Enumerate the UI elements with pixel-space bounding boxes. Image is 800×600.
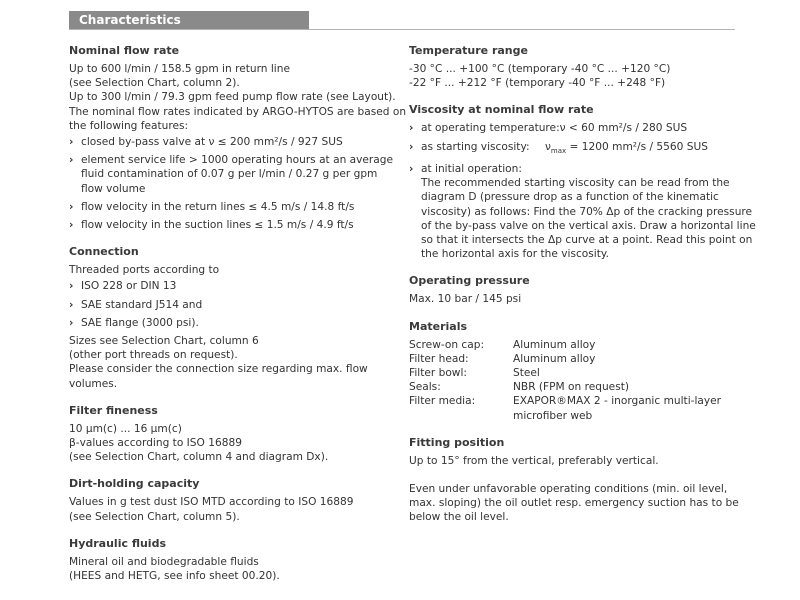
nominal-flow-line: Up to 600 l/min / 158.5 gpm in return line xyxy=(69,63,290,75)
bullet-text: closed by-pass valve at ν ≤ 200 mm²/s / 927 SUS xyxy=(81,136,343,149)
connection-line: Sizes see Selection Chart, column 6 xyxy=(69,335,259,348)
fitting-line: Up to 15° from the vertical, preferably vertical. xyxy=(409,454,659,467)
bullet-item xyxy=(69,316,399,330)
viscosity-initial-line: the horizontal axis for the viscosity. xyxy=(421,248,610,261)
materials-key: Filter media: xyxy=(409,395,476,408)
nominal-flow-line: the following features: xyxy=(69,119,189,132)
temperature-line: -22 °F ... +212 °F (temporary -40 °F ... +248 °F) xyxy=(409,77,666,90)
bullet-item xyxy=(69,153,399,196)
bullet-text: SAE standard J514 and xyxy=(81,298,203,311)
materials-value: Aluminum alloy xyxy=(513,352,596,365)
bullet-arrow-icon: › xyxy=(69,154,74,167)
connection-bullets xyxy=(69,279,399,330)
materials-value: Aluminum alloy xyxy=(513,338,596,351)
bullet-text: flow velocity in the return lines ≤ 4.5 m/s / 14.8 ft/s xyxy=(81,200,355,213)
materials-key: Filter head: xyxy=(409,352,469,365)
bullet-text: flow volume xyxy=(81,182,146,195)
left-column xyxy=(69,44,407,596)
nominal-flow-line: The nominal flow rates indicated by ARGO-HYTOS are based on xyxy=(69,105,407,118)
bullet-arrow-icon: › xyxy=(409,122,414,135)
viscosity-starting-value: = 1200 mm²/s / 5560 SUS xyxy=(566,140,708,153)
materials-row xyxy=(409,366,739,380)
materials-key: Filter bowl: xyxy=(409,366,467,379)
bullet-item xyxy=(69,135,399,149)
fitting-note-line: below the oil level. xyxy=(409,511,509,524)
fitting-title: Fitting position xyxy=(409,435,505,449)
connection-line: Please consider the connection size regarding max. flow xyxy=(69,363,368,376)
viscosity-title: Viscosity at nominal flow rate xyxy=(409,103,594,117)
fitting-note-line: max. sloping) the oil outlet resp. emergency suction has to be xyxy=(409,497,739,510)
temperature-title: Temperature range xyxy=(409,44,528,57)
filter-fineness-title: Filter fineness xyxy=(69,403,158,417)
materials-key: Screw-on cap: xyxy=(409,338,485,351)
viscosity-initial-line: so that it intersects the Δp curve at a point. Read this point on xyxy=(421,233,753,246)
temperature-section xyxy=(409,44,739,90)
bullet-arrow-icon: › xyxy=(69,219,74,232)
nominal-flow-line: Up to 300 l/min / 79.3 gpm feed pump flow rate (see Layout). xyxy=(69,91,396,104)
dirt-holding-line: Values in g test dust ISO MTD according to ISO 16889 xyxy=(69,496,354,509)
viscosity-starting-label: as starting viscosity: xyxy=(421,140,530,153)
filter-fineness-line: β-values according to ISO 16889 xyxy=(69,437,242,450)
section-header-title: Characteristics xyxy=(69,11,309,29)
bullet-arrow-icon: › xyxy=(69,298,74,311)
materials-key: Seals: xyxy=(409,381,441,394)
viscosity-operating: at operating temperature:ν < 60 mm²/s / 280 SUS xyxy=(421,122,688,135)
viscosity-bullets xyxy=(409,121,756,261)
fitting-note-line: Even under unfavorable operating conditions (min. oil level, xyxy=(409,482,728,495)
dirt-holding-section xyxy=(69,477,399,523)
bullet-item xyxy=(69,200,399,214)
bullet-arrow-icon: › xyxy=(69,200,74,213)
connection-line: (other port threads on request). xyxy=(69,349,238,362)
viscosity-initial-line: of the by-pass valve on the vertical axis. Draw a horizontal line xyxy=(421,219,756,232)
temperature-line: -30 °C ... +100 °C (temporary -40 °C ... +120 °C) xyxy=(409,63,671,75)
nominal-flow-title: Nominal flow rate xyxy=(69,44,180,57)
dirt-holding-title: Dirt-holding capacity xyxy=(69,477,200,491)
materials-value-line: microfiber web xyxy=(513,409,593,422)
bullet-item xyxy=(409,121,739,135)
viscosity-initial-line: The recommended starting viscosity can be read from the xyxy=(421,177,730,190)
connection-section xyxy=(69,245,399,391)
connection-title: Connection xyxy=(69,245,139,259)
connection-line: volumes. xyxy=(69,377,118,390)
hydraulic-fluids-line: Mineral oil and biodegradable fluids xyxy=(69,555,259,568)
bullet-arrow-icon: › xyxy=(69,136,74,149)
operating-pressure-line: Max. 10 bar / 145 psi xyxy=(409,293,522,306)
hydraulic-fluids-line: (HEES and HETG, see info sheet 00.20). xyxy=(69,570,280,583)
bullet-text: element service life > 1000 operating hours at an average xyxy=(81,154,394,167)
materials-row xyxy=(409,394,739,422)
fitting-section xyxy=(409,436,739,525)
nominal-flow-section xyxy=(69,44,407,232)
operating-pressure-section xyxy=(409,274,739,306)
viscosity-section xyxy=(409,103,756,261)
materials-value: Steel xyxy=(513,366,540,379)
materials-row xyxy=(409,352,739,366)
bullet-text: SAE flange (3000 psi). xyxy=(81,316,199,329)
materials-value-line: EXAPOR®MAX 2 - inorganic multi-layer xyxy=(513,395,722,408)
hydraulic-fluids-title: Hydraulic fluids xyxy=(69,536,166,550)
materials-value xyxy=(513,394,739,422)
bullet-item xyxy=(69,298,399,312)
bullet-item xyxy=(409,140,739,158)
materials-row xyxy=(409,338,739,352)
dirt-holding-line: (see Selection Chart, column 5). xyxy=(69,510,240,523)
bullet-arrow-icon: › xyxy=(409,162,414,175)
right-column xyxy=(409,44,756,538)
materials-row xyxy=(409,380,739,394)
bullet-item xyxy=(69,218,399,232)
filter-fineness-section xyxy=(69,404,399,465)
bullet-arrow-icon: › xyxy=(409,140,414,153)
filter-fineness-line: 10 µm(c) ... 16 µm(c) xyxy=(69,422,182,435)
viscosity-initial-line: diagram D (pressure drop as a function of the kinematic xyxy=(421,191,719,204)
viscosity-starting-sub: max xyxy=(550,146,567,155)
connection-intro: Threaded ports according to xyxy=(69,264,220,277)
operating-pressure-title: Operating pressure xyxy=(409,274,530,288)
section-header-bar xyxy=(69,11,735,30)
bullet-text: flow velocity in the suction lines ≤ 1.5 m/s / 4.9 ft/s xyxy=(81,219,354,232)
nominal-flow-line: (see Selection Chart, column 2). xyxy=(69,77,240,90)
bullet-text: fluid contamination of 0.07 g per l/min / 0.27 g per gpm xyxy=(81,168,378,181)
bullet-item xyxy=(69,279,399,293)
hydraulic-fluids-section xyxy=(69,537,399,583)
bullet-arrow-icon: › xyxy=(69,316,74,329)
materials-section xyxy=(409,320,739,423)
viscosity-initial-label: at initial operation: xyxy=(421,162,522,175)
materials-title: Materials xyxy=(409,319,468,333)
bullet-arrow-icon: › xyxy=(69,280,74,293)
bullet-text: ISO 228 or DIN 13 xyxy=(81,280,177,293)
viscosity-initial-line: viscosity) as follows: Find the 70% Δp of the cracking pressure xyxy=(421,205,753,218)
viscosity-starting-symbol: ν xyxy=(545,140,551,153)
filter-fineness-line: (see Selection Chart, column 4 and diagram Dx). xyxy=(69,451,329,464)
nominal-flow-bullets xyxy=(69,135,399,232)
bullet-item xyxy=(409,162,756,261)
materials-value: NBR (FPM on request) xyxy=(513,381,630,394)
